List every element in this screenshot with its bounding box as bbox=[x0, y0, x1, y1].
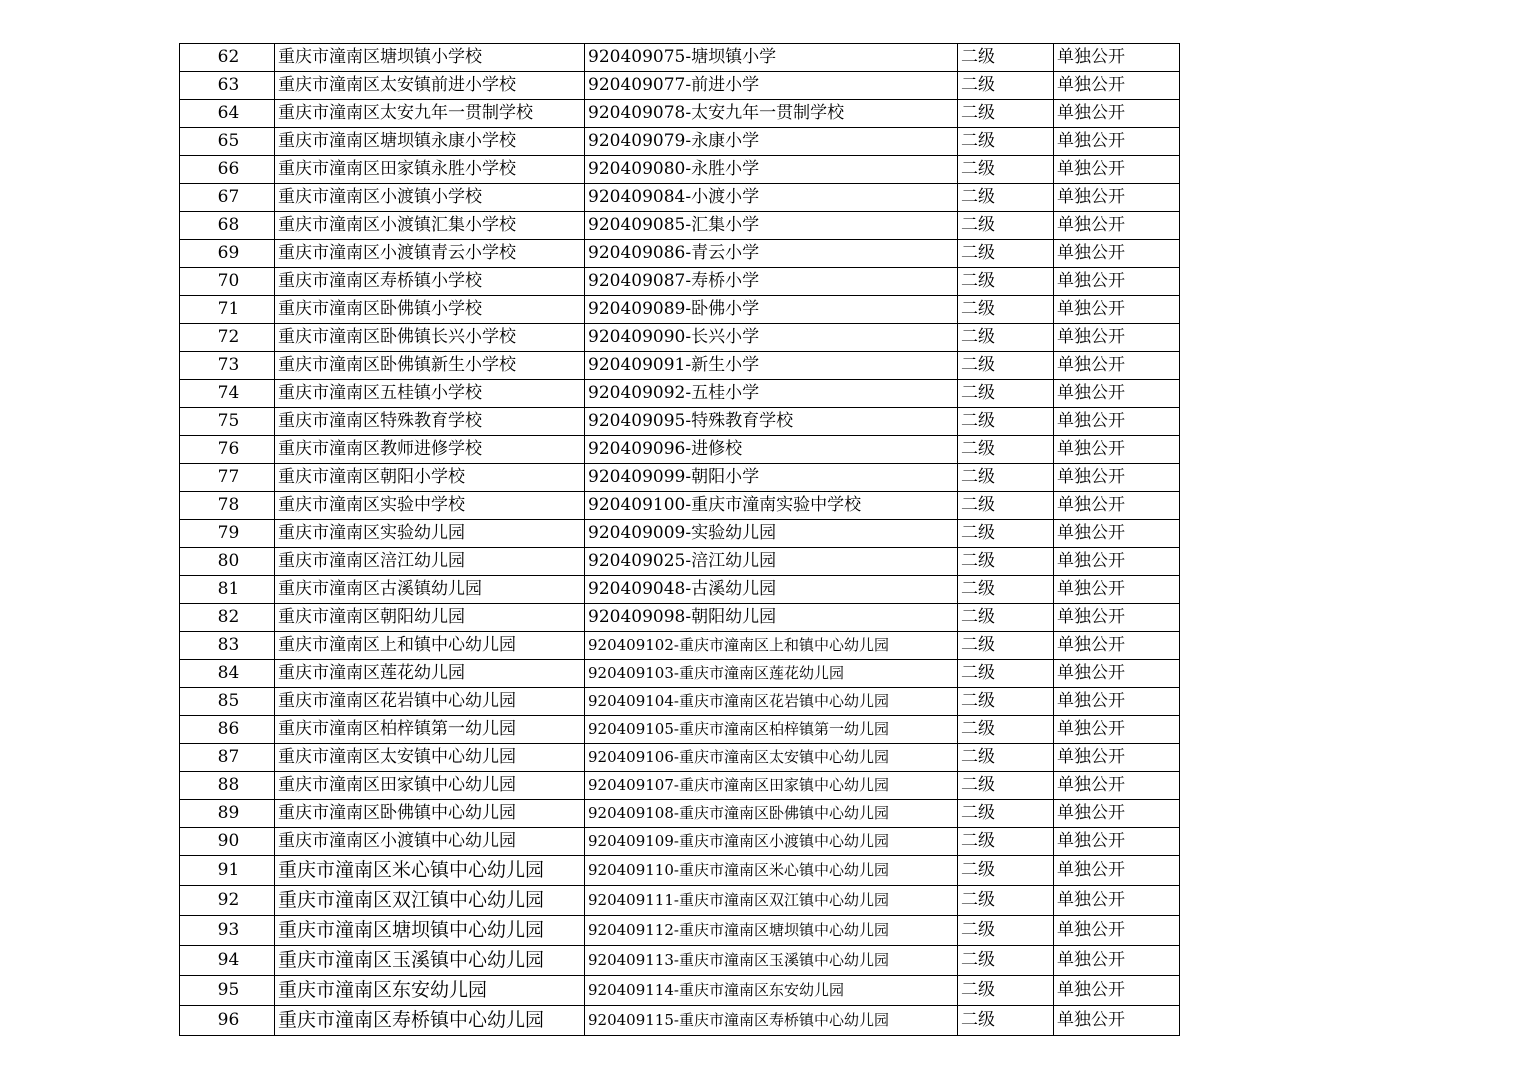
row-number: 88 bbox=[180, 772, 275, 800]
unit-level: 二级 bbox=[958, 268, 1054, 296]
row-number: 96 bbox=[180, 1006, 275, 1036]
unit-name: 重庆市潼南区米心镇中心幼儿园 bbox=[275, 856, 585, 886]
unit-code: 920409092-五桂小学 bbox=[585, 380, 958, 408]
unit-code: 920409079-永康小学 bbox=[585, 128, 958, 156]
table-row bbox=[180, 716, 1180, 744]
unit-code: 920409025-涪江幼儿园 bbox=[585, 548, 958, 576]
table-body bbox=[180, 44, 1180, 1036]
disclosure-mode: 单独公开 bbox=[1054, 716, 1180, 744]
unit-level: 二级 bbox=[958, 716, 1054, 744]
unit-code: 920409113-重庆市潼南区玉溪镇中心幼儿园 bbox=[585, 946, 958, 976]
unit-code: 920409086-青云小学 bbox=[585, 240, 958, 268]
unit-name: 重庆市潼南区特殊教育学校 bbox=[275, 408, 585, 436]
table-row bbox=[180, 324, 1180, 352]
unit-name: 重庆市潼南区田家镇中心幼儿园 bbox=[275, 772, 585, 800]
table-row bbox=[180, 576, 1180, 604]
unit-level: 二级 bbox=[958, 828, 1054, 856]
unit-level: 二级 bbox=[958, 548, 1054, 576]
table-row bbox=[180, 240, 1180, 268]
row-number: 87 bbox=[180, 744, 275, 772]
unit-code: 920409090-长兴小学 bbox=[585, 324, 958, 352]
disclosure-mode: 单独公开 bbox=[1054, 100, 1180, 128]
unit-code: 920409009-实验幼儿园 bbox=[585, 520, 958, 548]
unit-name: 重庆市潼南区卧佛镇长兴小学校 bbox=[275, 324, 585, 352]
row-number: 83 bbox=[180, 632, 275, 660]
unit-name: 重庆市潼南区太安九年一贯制学校 bbox=[275, 100, 585, 128]
table-row bbox=[180, 268, 1180, 296]
unit-level: 二级 bbox=[958, 44, 1054, 72]
disclosure-mode: 单独公开 bbox=[1054, 744, 1180, 772]
unit-name: 重庆市潼南区寿桥镇中心幼儿园 bbox=[275, 1006, 585, 1036]
unit-name: 重庆市潼南区太安镇前进小学校 bbox=[275, 72, 585, 100]
unit-code: 920409095-特殊教育学校 bbox=[585, 408, 958, 436]
table-row bbox=[180, 800, 1180, 828]
unit-level: 二级 bbox=[958, 296, 1054, 324]
unit-name: 重庆市潼南区田家镇永胜小学校 bbox=[275, 156, 585, 184]
row-number: 92 bbox=[180, 886, 275, 916]
unit-code: 920409108-重庆市潼南区卧佛镇中心幼儿园 bbox=[585, 800, 958, 828]
table-row bbox=[180, 352, 1180, 380]
unit-code: 920409109-重庆市潼南区小渡镇中心幼儿园 bbox=[585, 828, 958, 856]
unit-name: 重庆市潼南区东安幼儿园 bbox=[275, 976, 585, 1006]
unit-level: 二级 bbox=[958, 324, 1054, 352]
unit-name: 重庆市潼南区玉溪镇中心幼儿园 bbox=[275, 946, 585, 976]
disclosure-mode: 单独公开 bbox=[1054, 856, 1180, 886]
unit-code: 920409099-朝阳小学 bbox=[585, 464, 958, 492]
row-number: 65 bbox=[180, 128, 275, 156]
table-row bbox=[180, 856, 1180, 886]
table-row bbox=[180, 464, 1180, 492]
disclosure-mode: 单独公开 bbox=[1054, 688, 1180, 716]
row-number: 67 bbox=[180, 184, 275, 212]
unit-name: 重庆市潼南区卧佛镇中心幼儿园 bbox=[275, 800, 585, 828]
unit-name: 重庆市潼南区寿桥镇小学校 bbox=[275, 268, 585, 296]
table-row bbox=[180, 156, 1180, 184]
disclosure-mode: 单独公开 bbox=[1054, 1006, 1180, 1036]
row-number: 81 bbox=[180, 576, 275, 604]
unit-level: 二级 bbox=[958, 380, 1054, 408]
table-row bbox=[180, 632, 1180, 660]
table-row bbox=[180, 688, 1180, 716]
row-number: 85 bbox=[180, 688, 275, 716]
disclosure-mode: 单独公开 bbox=[1054, 352, 1180, 380]
table-row bbox=[180, 44, 1180, 72]
unit-level: 二级 bbox=[958, 156, 1054, 184]
unit-code: 920409089-卧佛小学 bbox=[585, 296, 958, 324]
row-number: 77 bbox=[180, 464, 275, 492]
disclosure-mode: 单独公开 bbox=[1054, 632, 1180, 660]
unit-name: 重庆市潼南区古溪镇幼儿园 bbox=[275, 576, 585, 604]
table-row bbox=[180, 548, 1180, 576]
unit-name: 重庆市潼南区朝阳小学校 bbox=[275, 464, 585, 492]
units-table bbox=[179, 43, 1180, 1036]
unit-level: 二级 bbox=[958, 946, 1054, 976]
row-number: 93 bbox=[180, 916, 275, 946]
table-row bbox=[180, 436, 1180, 464]
unit-code: 920409104-重庆市潼南区花岩镇中心幼儿园 bbox=[585, 688, 958, 716]
row-number: 64 bbox=[180, 100, 275, 128]
row-number: 79 bbox=[180, 520, 275, 548]
unit-level: 二级 bbox=[958, 464, 1054, 492]
disclosure-mode: 单独公开 bbox=[1054, 828, 1180, 856]
disclosure-mode: 单独公开 bbox=[1054, 240, 1180, 268]
unit-code: 920409087-寿桥小学 bbox=[585, 268, 958, 296]
unit-code: 920409085-汇集小学 bbox=[585, 212, 958, 240]
unit-code: 920409075-塘坝镇小学 bbox=[585, 44, 958, 72]
unit-code: 920409115-重庆市潼南区寿桥镇中心幼儿园 bbox=[585, 1006, 958, 1036]
table-row bbox=[180, 772, 1180, 800]
unit-level: 二级 bbox=[958, 688, 1054, 716]
unit-level: 二级 bbox=[958, 436, 1054, 464]
table-row bbox=[180, 886, 1180, 916]
row-number: 73 bbox=[180, 352, 275, 380]
disclosure-mode: 单独公开 bbox=[1054, 436, 1180, 464]
unit-level: 二级 bbox=[958, 772, 1054, 800]
disclosure-mode: 单独公开 bbox=[1054, 380, 1180, 408]
disclosure-mode: 单独公开 bbox=[1054, 492, 1180, 520]
table-row bbox=[180, 184, 1180, 212]
unit-name: 重庆市潼南区小渡镇汇集小学校 bbox=[275, 212, 585, 240]
unit-name: 重庆市潼南区柏梓镇第一幼儿园 bbox=[275, 716, 585, 744]
row-number: 71 bbox=[180, 296, 275, 324]
unit-code: 920409102-重庆市潼南区上和镇中心幼儿园 bbox=[585, 632, 958, 660]
table-row bbox=[180, 492, 1180, 520]
disclosure-mode: 单独公开 bbox=[1054, 976, 1180, 1006]
unit-name: 重庆市潼南区花岩镇中心幼儿园 bbox=[275, 688, 585, 716]
disclosure-mode: 单独公开 bbox=[1054, 520, 1180, 548]
unit-level: 二级 bbox=[958, 492, 1054, 520]
unit-code: 920409100-重庆市潼南实验中学校 bbox=[585, 492, 958, 520]
disclosure-mode: 单独公开 bbox=[1054, 296, 1180, 324]
unit-level: 二级 bbox=[958, 916, 1054, 946]
unit-code: 920409096-进修校 bbox=[585, 436, 958, 464]
unit-level: 二级 bbox=[958, 576, 1054, 604]
unit-name: 重庆市潼南区五桂镇小学校 bbox=[275, 380, 585, 408]
unit-name: 重庆市潼南区莲花幼儿园 bbox=[275, 660, 585, 688]
table-row bbox=[180, 660, 1180, 688]
table-row bbox=[180, 916, 1180, 946]
row-number: 75 bbox=[180, 408, 275, 436]
unit-level: 二级 bbox=[958, 72, 1054, 100]
unit-name: 重庆市潼南区小渡镇中心幼儿园 bbox=[275, 828, 585, 856]
unit-code: 920409105-重庆市潼南区柏梓镇第一幼儿园 bbox=[585, 716, 958, 744]
disclosure-mode: 单独公开 bbox=[1054, 548, 1180, 576]
unit-code: 920409112-重庆市潼南区塘坝镇中心幼儿园 bbox=[585, 916, 958, 946]
unit-level: 二级 bbox=[958, 128, 1054, 156]
disclosure-mode: 单独公开 bbox=[1054, 464, 1180, 492]
disclosure-mode: 单独公开 bbox=[1054, 212, 1180, 240]
table-row bbox=[180, 296, 1180, 324]
table-row bbox=[180, 408, 1180, 436]
disclosure-mode: 单独公开 bbox=[1054, 184, 1180, 212]
unit-name: 重庆市潼南区卧佛镇新生小学校 bbox=[275, 352, 585, 380]
unit-name: 重庆市潼南区卧佛镇小学校 bbox=[275, 296, 585, 324]
unit-code: 920409103-重庆市潼南区莲花幼儿园 bbox=[585, 660, 958, 688]
unit-level: 二级 bbox=[958, 886, 1054, 916]
table-row bbox=[180, 604, 1180, 632]
unit-level: 二级 bbox=[958, 800, 1054, 828]
disclosure-mode: 单独公开 bbox=[1054, 604, 1180, 632]
row-number: 82 bbox=[180, 604, 275, 632]
unit-code: 920409084-小渡小学 bbox=[585, 184, 958, 212]
unit-name: 重庆市潼南区太安镇中心幼儿园 bbox=[275, 744, 585, 772]
row-number: 66 bbox=[180, 156, 275, 184]
unit-name: 重庆市潼南区塘坝镇中心幼儿园 bbox=[275, 916, 585, 946]
unit-level: 二级 bbox=[958, 1006, 1054, 1036]
unit-level: 二级 bbox=[958, 520, 1054, 548]
unit-level: 二级 bbox=[958, 632, 1054, 660]
row-number: 68 bbox=[180, 212, 275, 240]
unit-name: 重庆市潼南区教师进修学校 bbox=[275, 436, 585, 464]
unit-level: 二级 bbox=[958, 744, 1054, 772]
row-number: 90 bbox=[180, 828, 275, 856]
row-number: 80 bbox=[180, 548, 275, 576]
unit-level: 二级 bbox=[958, 976, 1054, 1006]
unit-name: 重庆市潼南区小渡镇青云小学校 bbox=[275, 240, 585, 268]
row-number: 91 bbox=[180, 856, 275, 886]
disclosure-mode: 单独公开 bbox=[1054, 886, 1180, 916]
unit-level: 二级 bbox=[958, 604, 1054, 632]
row-number: 63 bbox=[180, 72, 275, 100]
unit-code: 920409114-重庆市潼南区东安幼儿园 bbox=[585, 976, 958, 1006]
disclosure-mode: 单独公开 bbox=[1054, 576, 1180, 604]
row-number: 76 bbox=[180, 436, 275, 464]
table-row bbox=[180, 1006, 1180, 1036]
unit-code: 920409091-新生小学 bbox=[585, 352, 958, 380]
unit-code: 920409098-朝阳幼儿园 bbox=[585, 604, 958, 632]
unit-name: 重庆市潼南区朝阳幼儿园 bbox=[275, 604, 585, 632]
unit-code: 920409111-重庆市潼南区双江镇中心幼儿园 bbox=[585, 886, 958, 916]
unit-name: 重庆市潼南区塘坝镇小学校 bbox=[275, 44, 585, 72]
unit-level: 二级 bbox=[958, 352, 1054, 380]
disclosure-mode: 单独公开 bbox=[1054, 324, 1180, 352]
unit-level: 二级 bbox=[958, 184, 1054, 212]
unit-level: 二级 bbox=[958, 856, 1054, 886]
unit-code: 920409078-太安九年一贯制学校 bbox=[585, 100, 958, 128]
disclosure-mode: 单独公开 bbox=[1054, 72, 1180, 100]
table-row bbox=[180, 100, 1180, 128]
disclosure-mode: 单独公开 bbox=[1054, 660, 1180, 688]
row-number: 78 bbox=[180, 492, 275, 520]
unit-code: 920409110-重庆市潼南区米心镇中心幼儿园 bbox=[585, 856, 958, 886]
row-number: 74 bbox=[180, 380, 275, 408]
disclosure-mode: 单独公开 bbox=[1054, 268, 1180, 296]
row-number: 95 bbox=[180, 976, 275, 1006]
table-row bbox=[180, 212, 1180, 240]
unit-name: 重庆市潼南区实验中学校 bbox=[275, 492, 585, 520]
disclosure-mode: 单独公开 bbox=[1054, 916, 1180, 946]
unit-code: 920409106-重庆市潼南区太安镇中心幼儿园 bbox=[585, 744, 958, 772]
table-row bbox=[180, 520, 1180, 548]
unit-level: 二级 bbox=[958, 100, 1054, 128]
disclosure-mode: 单独公开 bbox=[1054, 408, 1180, 436]
table-row bbox=[180, 946, 1180, 976]
disclosure-mode: 单独公开 bbox=[1054, 800, 1180, 828]
row-number: 72 bbox=[180, 324, 275, 352]
unit-level: 二级 bbox=[958, 660, 1054, 688]
table-row bbox=[180, 744, 1180, 772]
row-number: 94 bbox=[180, 946, 275, 976]
unit-code: 920409048-古溪幼儿园 bbox=[585, 576, 958, 604]
unit-code: 920409077-前进小学 bbox=[585, 72, 958, 100]
row-number: 69 bbox=[180, 240, 275, 268]
disclosure-mode: 单独公开 bbox=[1054, 128, 1180, 156]
row-number: 84 bbox=[180, 660, 275, 688]
row-number: 89 bbox=[180, 800, 275, 828]
table-row bbox=[180, 828, 1180, 856]
row-number: 62 bbox=[180, 44, 275, 72]
unit-name: 重庆市潼南区上和镇中心幼儿园 bbox=[275, 632, 585, 660]
unit-level: 二级 bbox=[958, 212, 1054, 240]
unit-level: 二级 bbox=[958, 240, 1054, 268]
disclosure-mode: 单独公开 bbox=[1054, 772, 1180, 800]
table-row bbox=[180, 128, 1180, 156]
unit-name: 重庆市潼南区小渡镇小学校 bbox=[275, 184, 585, 212]
unit-name: 重庆市潼南区双江镇中心幼儿园 bbox=[275, 886, 585, 916]
unit-name: 重庆市潼南区实验幼儿园 bbox=[275, 520, 585, 548]
disclosure-mode: 单独公开 bbox=[1054, 946, 1180, 976]
unit-code: 920409080-永胜小学 bbox=[585, 156, 958, 184]
disclosure-mode: 单独公开 bbox=[1054, 44, 1180, 72]
table-row bbox=[180, 380, 1180, 408]
unit-level: 二级 bbox=[958, 408, 1054, 436]
disclosure-mode: 单独公开 bbox=[1054, 156, 1180, 184]
table-row bbox=[180, 72, 1180, 100]
row-number: 86 bbox=[180, 716, 275, 744]
unit-name: 重庆市潼南区塘坝镇永康小学校 bbox=[275, 128, 585, 156]
row-number: 70 bbox=[180, 268, 275, 296]
table-row bbox=[180, 976, 1180, 1006]
unit-code: 920409107-重庆市潼南区田家镇中心幼儿园 bbox=[585, 772, 958, 800]
unit-name: 重庆市潼南区涪江幼儿园 bbox=[275, 548, 585, 576]
